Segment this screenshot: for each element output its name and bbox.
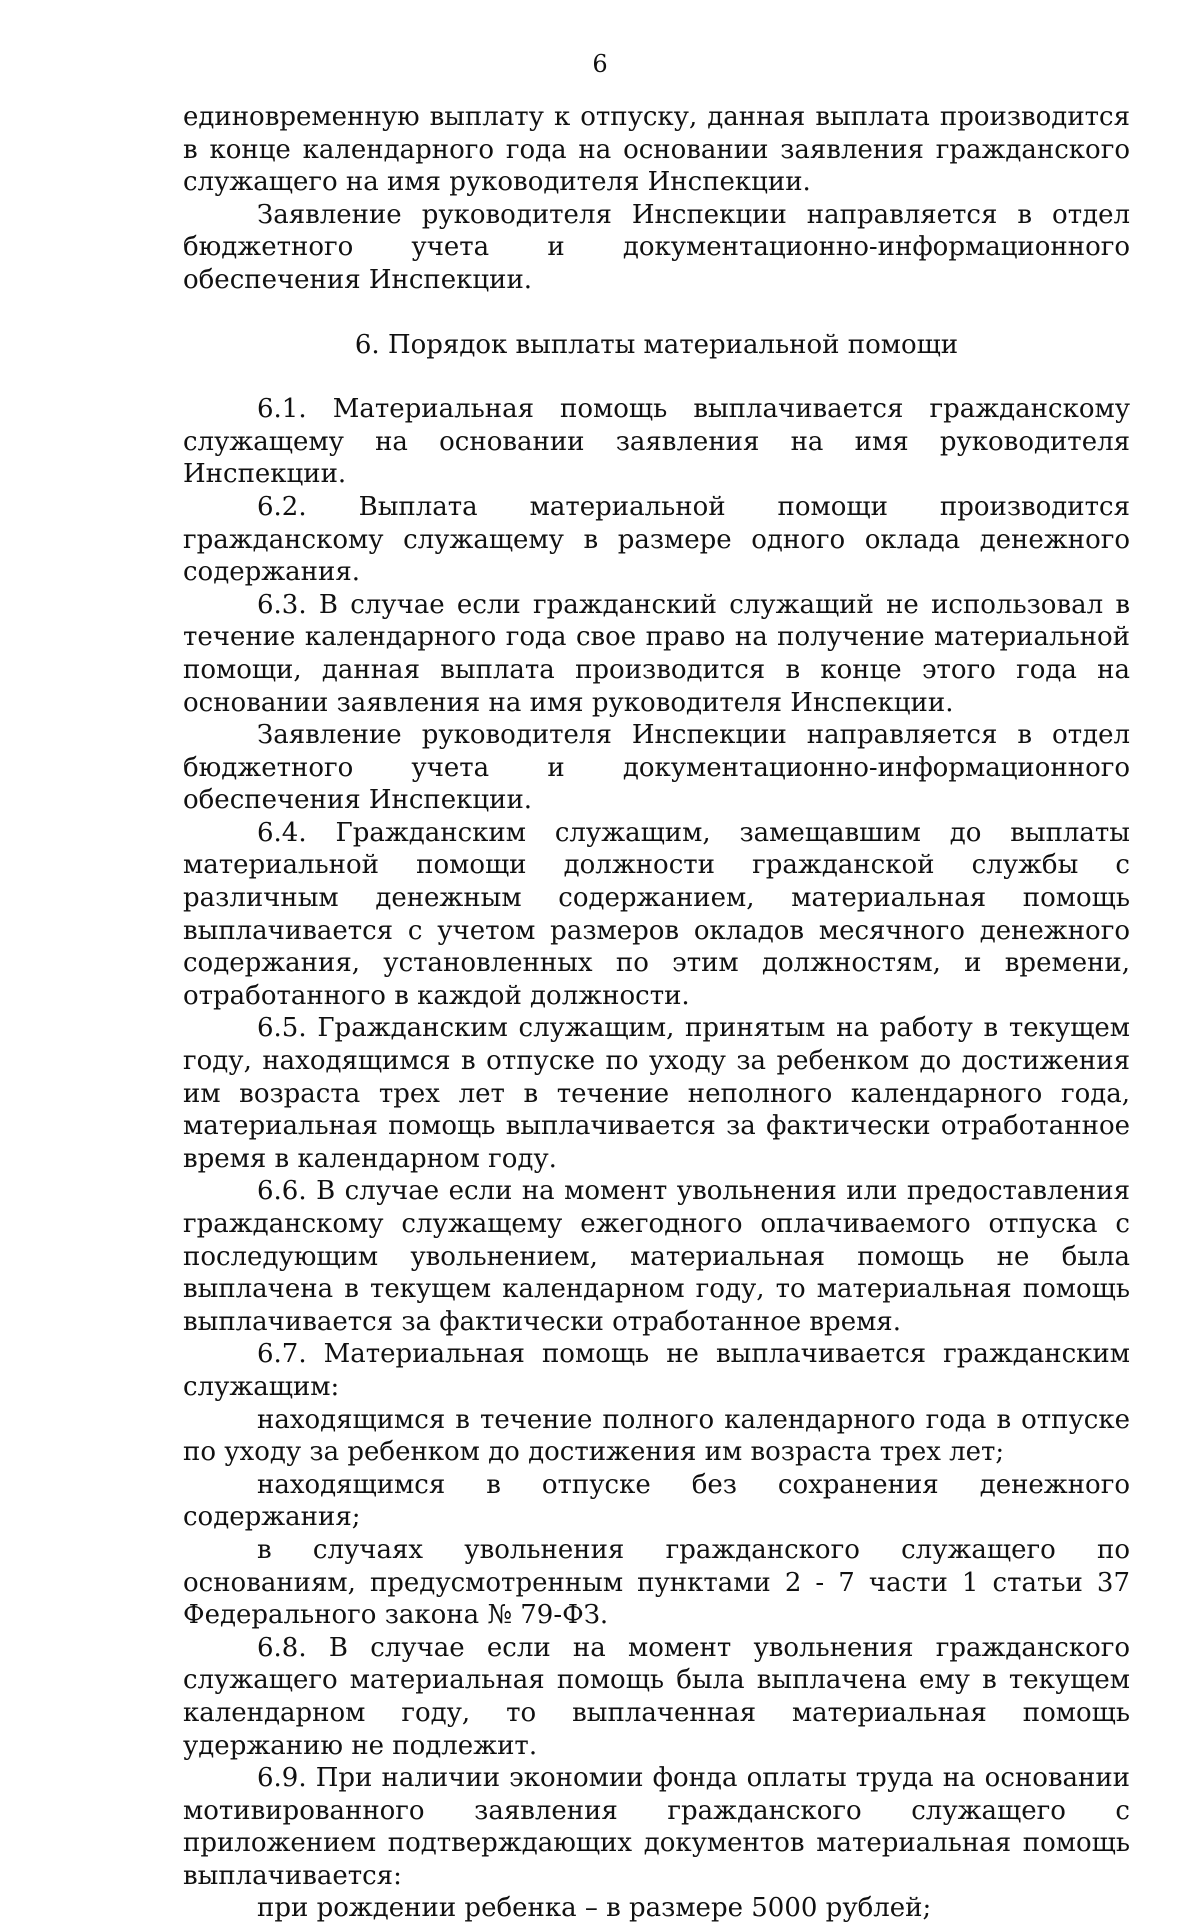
paragraph-6-5: 6.5. Гражданским служащим, принятым на работу в текущем году, находящимся в отпуске по уходу за ребенком до достижения им возраста трех лет в течение неполного календарного года, материальная помощь выплачивается за фактически отработанное время в календарном году. (183, 1013, 1130, 1174)
list-item: при рождении ребенка – в размере 5000 рублей; (257, 1893, 932, 1924)
list-item: находящимся в течение полного календарного года в отпуске по уходу за ребенком до достижения им возраста трех лет; (183, 1404, 1130, 1468)
list-item: в случаях увольнения гражданского служащего по основаниям, предусмотренным пунктами 2 - 7 части 1 статьи 37 Федерального закона № 79-ФЗ. (183, 1534, 1130, 1631)
paragraph-6-8: 6.8. В случае если на момент увольнения гражданского служащего материальная помощь была выплачена ему в текущем календарном году, то выплаченная материальная помощь удержанию не подлежит. (183, 1632, 1130, 1761)
list-item: находящимся в отпуске без сохранения денежного содержания; (183, 1469, 1130, 1533)
paragraph-6-1: 6.1. Материальная помощь выплачивается гражданскому служащему на основании заявления на имя руководителя Инспекции. (183, 394, 1130, 490)
page-number: 6 (592, 50, 608, 78)
paragraph-6-4: 6.4. Гражданским служащим, замещавшим до выплаты материальной помощи должности гражданской службы с различным денежным содержанием, материальная помощь выплачивается с учетом размеров окладов месячного денежного содержания, установленных по этим должностям, и времени, отработанного в каждой должности. (183, 817, 1130, 1011)
paragraph-continuation: единовременную выплату к отпуску, данная выплата производится в конце календарного года на основании заявления гражданского служащего на имя руководителя Инспекции. (183, 102, 1130, 198)
paragraph-6-3: 6.3. В случае если гражданский служащий не использовал в течение календарного года свое право на получение материальной помощи, данная выплата производится в конце этого года на основании заявления на имя руководителя Инспекции. (183, 589, 1130, 718)
paragraph-6-6: 6.6. В случае если на момент увольнения или предоставления гражданскому служащему ежегодного оплачиваемого отпуска с последующим увольнением, материальная помощь не была выплачена в текущем календарном году, то материальная помощь выплачивается за фактически отработанное время. (183, 1176, 1130, 1337)
section-heading: 6. Порядок выплаты материальной помощи (354, 329, 959, 360)
paragraph-6-7: 6.7. Материальная помощь не выплачивается гражданским служащим: (183, 1339, 1130, 1402)
paragraph: Заявление руководителя Инспекции направляется в отдел бюджетного учета и документационно-информационного обеспечения Инспекции. (183, 199, 1130, 295)
paragraph-6-9: 6.9. При наличии экономии фонда оплаты труда на основании мотивированного заявления гражданского служащего с приложением подтверждающих документов материальная помощь выплачивается: (183, 1763, 1130, 1891)
paragraph: Заявление руководителя Инспекции направляется в отдел бюджетного учета и документационно-информационного обеспечения Инспекции. (183, 720, 1130, 816)
document-body (183, 101, 1130, 1925)
paragraph-6-2: 6.2. Выплата материальной помощи производится гражданскому служащему в размере одного оклада денежного содержания. (183, 491, 1130, 588)
